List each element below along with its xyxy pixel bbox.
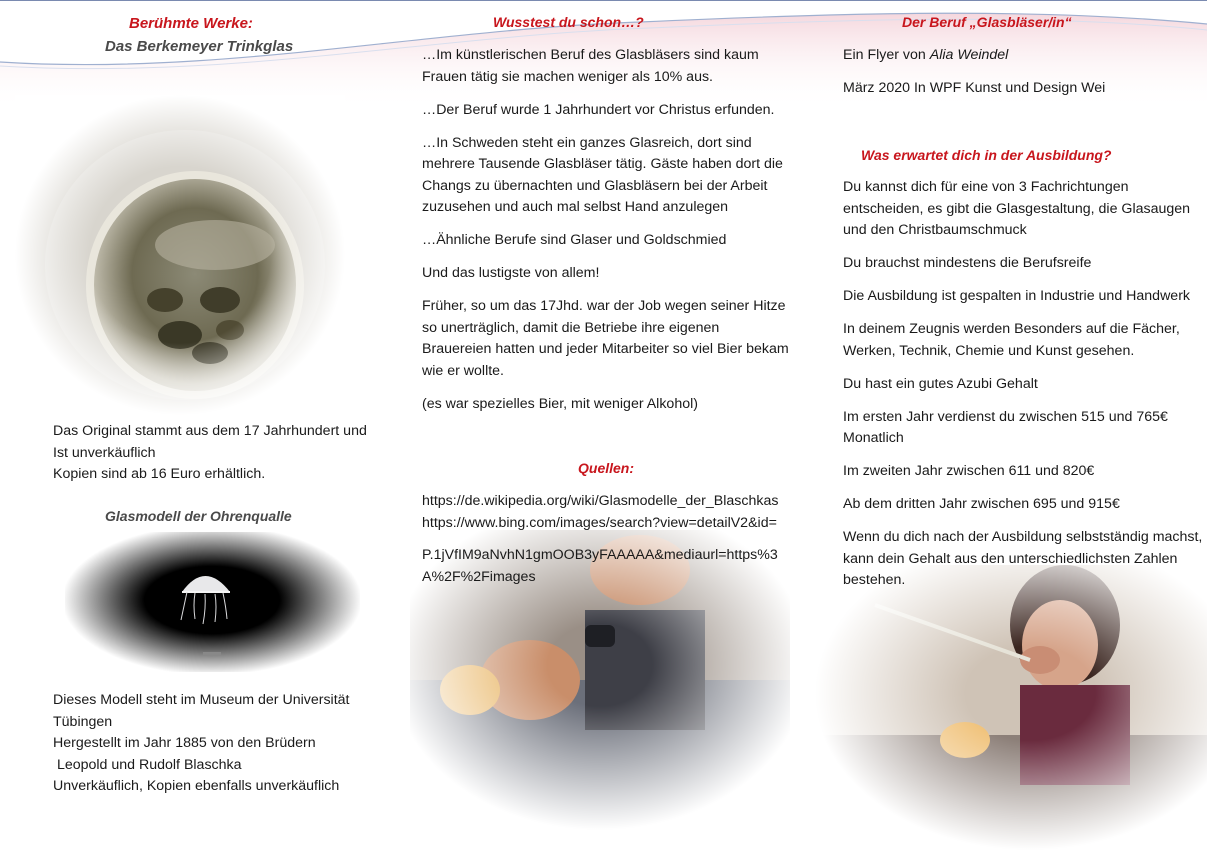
- did-you-know-heading: Wusstest du schon…?: [493, 14, 644, 30]
- glass-desc-line-2: Ist unverkäuflich: [53, 444, 156, 461]
- training-item: In deinem Zeugnis werden Besonders auf die Fächer, Werken, Technik, Chemie und Kunst gesehen.: [843, 321, 1180, 359]
- flyer-date-line: März 2020 In WPF Kunst und Design Wei: [843, 80, 1106, 96]
- training-item: Du kannst dich für eine von 3 Fachrichtungen entscheiden, es gibt die Glasgestaltung, die Glasaugen und den Christbaumschmuck: [843, 179, 1191, 238]
- jellyfish-photo: [65, 532, 360, 672]
- training-item: Die Ausbildung ist gespalten in Industrie und Handwerk: [843, 288, 1191, 304]
- flyer-prefix: Ein Flyer von: [843, 47, 930, 63]
- flyer-info: [843, 45, 1207, 111]
- training-item: Im ersten Jahr verdienst du zwischen 515 und 765€ Monatlich: [843, 408, 1168, 446]
- training-item: Im zweiten Jahr zwischen 611 und 820€: [843, 463, 1095, 479]
- training-item: Wenn du dich nach der Ausbildung selbstständig machst, kann dein Gehalt aus den unterschiedlichsten Zahlen bestehen.: [843, 529, 1203, 588]
- source-link[interactable]: https://de.wikipedia.org/wiki/Glasmodelle_der_Blaschkas: [422, 493, 779, 509]
- flyer-author: Alia Weindel: [929, 47, 1009, 63]
- flyer-author-line: [843, 45, 1207, 67]
- jellyfish-description: [53, 690, 398, 798]
- jellyfish-desc-line-1: Dieses Modell steht im Museum der Universität: [53, 692, 350, 708]
- jellyfish-desc-line-4: Leopold und Rudolf Blaschka: [53, 756, 242, 773]
- jellyfish-model-title: Glasmodell der Ohrenqualle: [105, 508, 292, 524]
- training-heading: Was erwartet dich in der Ausbildung?: [861, 147, 1112, 163]
- fact-item: …Im künstlerischen Beruf des Glasbläsers sind kaum Frauen tätig sie machen weniger als 10% aus.: [422, 47, 759, 85]
- sources-list: [422, 491, 792, 588]
- sources-heading: Quellen:: [578, 460, 635, 476]
- training-item: Du hast ein gutes Azubi Gehalt: [843, 375, 1038, 392]
- training-list: [843, 177, 1207, 603]
- berkemeyer-glass-title: Das Berkemeyer Trinkglas: [105, 38, 294, 55]
- training-item: Ab dem dritten Jahr zwischen 695 und 915€: [843, 496, 1120, 512]
- did-you-know-list: [422, 45, 792, 427]
- fact-item: (es war spezielles Bier, mit weniger Alkohol): [422, 395, 698, 412]
- glass-desc-line-1: Das Original stammt aus dem 17 Jahrhundert und: [53, 423, 367, 439]
- profession-heading: Der Beruf „Glasbläser/in“: [902, 14, 1072, 30]
- fact-item: …Ähnliche Berufe sind Glaser und Goldschmied: [422, 232, 727, 248]
- fact-item: Früher, so um das 17Jhd. war der Job wegen seiner Hitze so unerträglich, damit die Betriebe ihre eigenen Brauereien hatten und jeder Mitarbeiter so viel Bier bekam wie er wollte.: [422, 298, 789, 379]
- jellyfish-desc-line-5: Unverkäuflich, Kopien ebenfalls unverkäuflich: [53, 778, 340, 794]
- famous-works-heading: Berühmte Werke:: [129, 15, 253, 32]
- training-item: Du brauchst mindestens die Berufsreife: [843, 255, 1092, 271]
- glass-desc-line-3: Kopien sind ab 16 Euro erhältlich.: [53, 466, 266, 482]
- glassblower-woman-photo: [815, 565, 1207, 850]
- jellyfish-desc-line-2: Tübingen: [53, 713, 113, 730]
- jellyfish-desc-line-3: Hergestellt im Jahr 1885 von den Brüdern: [53, 735, 316, 751]
- source-link[interactable]: https://www.bing.com/images/search?view=detailV2&id=: [422, 514, 777, 531]
- glass-description: [53, 421, 398, 486]
- source-link[interactable]: P.1jVfIM9aNvhN1gmOOB3yFAAAAA&mediaurl=https%3A%2F%2Fimages: [422, 547, 778, 585]
- fact-item: …Der Beruf wurde 1 Jahrhundert vor Christus erfunden.: [422, 101, 775, 118]
- fact-item: Und das lustigste von allem!: [422, 265, 600, 281]
- fact-item: …In Schweden steht ein ganzes Glasreich, dort sind mehrere Tausende Glasbläser tätig. Gäste haben dort die Changs zu übernachten und Glasbläsern bei der Arbeit zuzusehen und auch mal selbst Hand anzulegen: [422, 134, 783, 215]
- glass-photo: [15, 95, 345, 415]
